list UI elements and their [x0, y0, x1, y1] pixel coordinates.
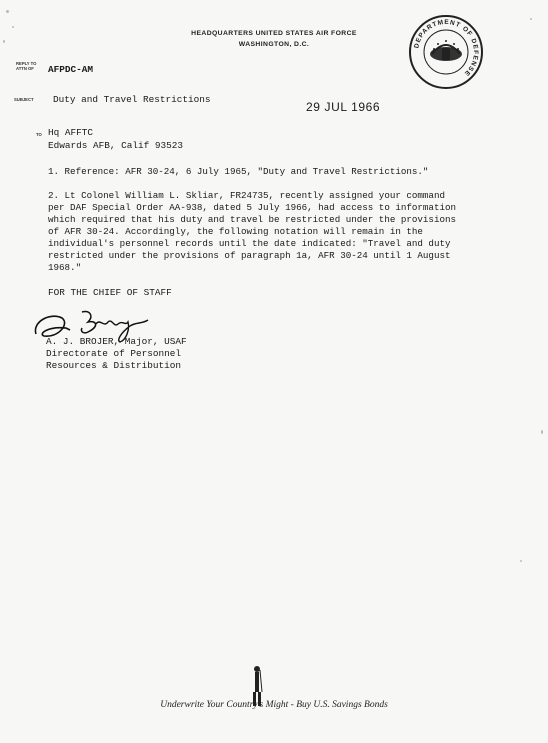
paragraph-2-line: restricted under the provisions of paragraph 1a, AFR 30-24 until 1 August	[48, 250, 451, 261]
to-address-line-1: Hq AFFTC	[48, 127, 94, 138]
to-label: TO	[36, 132, 42, 137]
signature-authority: FOR THE CHIEF OF STAFF	[48, 287, 172, 298]
letterhead-line-1: HEADQUARTERS UNITED STATES AIR FORCE	[191, 30, 357, 37]
to-address-line-2: Edwards AFB, Calif 93523	[48, 140, 184, 151]
reply-to-value: AFPDC-AM	[48, 64, 94, 75]
paragraph-2-line: which required that his duty and travel be restricted under the provisions	[48, 214, 456, 225]
reply-to-label-line-1: REPLY TO	[16, 61, 37, 66]
scan-speck	[530, 18, 532, 20]
paragraph-2-line: of AFR 30-24. Accordingly, the following notation will remain in the	[48, 226, 423, 237]
letterhead-line-2: WASHINGTON, D.C.	[238, 41, 310, 48]
footer-slogan: Underwrite Your Country's Might - Buy U.S. Savings Bonds	[160, 700, 388, 710]
paragraph-2-line: 2. Lt Colonel William L. Skliar, FR24735, recently assigned your command	[48, 190, 445, 201]
subject-label: SUBJECT	[14, 97, 34, 102]
seal-ring-text: DEPARTMENT OF DEFENSE	[413, 18, 480, 78]
reply-to-label	[16, 62, 36, 71]
scan-speck	[12, 26, 14, 28]
memo-date: 29 JUL 1966	[306, 100, 381, 114]
scan-speck	[541, 430, 543, 434]
paragraph-1: 1. Reference: AFR 30-24, 6 July 1965, "Duty and Travel Restrictions."	[48, 166, 429, 177]
scan-speck	[520, 560, 522, 562]
paragraph-2-line: individual's personnel records until the date indicated: "Travel and duty	[48, 238, 451, 249]
paragraph-2-line: per DAF Special Order AA-938, dated 5 July 1966, had access to information	[48, 202, 456, 213]
signature-title-line-1: Directorate of Personnel	[46, 348, 182, 359]
signature-title-line-2: Resources & Distribution	[46, 360, 182, 371]
subject-value: Duty and Travel Restrictions	[53, 94, 211, 105]
paragraph-2-line: 1968."	[48, 262, 82, 273]
department-of-defense-seal	[408, 14, 484, 90]
signature-name-line: A. J. BROJER, Major, USAF	[46, 336, 187, 347]
scan-speck	[6, 10, 9, 13]
reply-to-label-line-2: ATTN OF	[16, 65, 34, 71]
